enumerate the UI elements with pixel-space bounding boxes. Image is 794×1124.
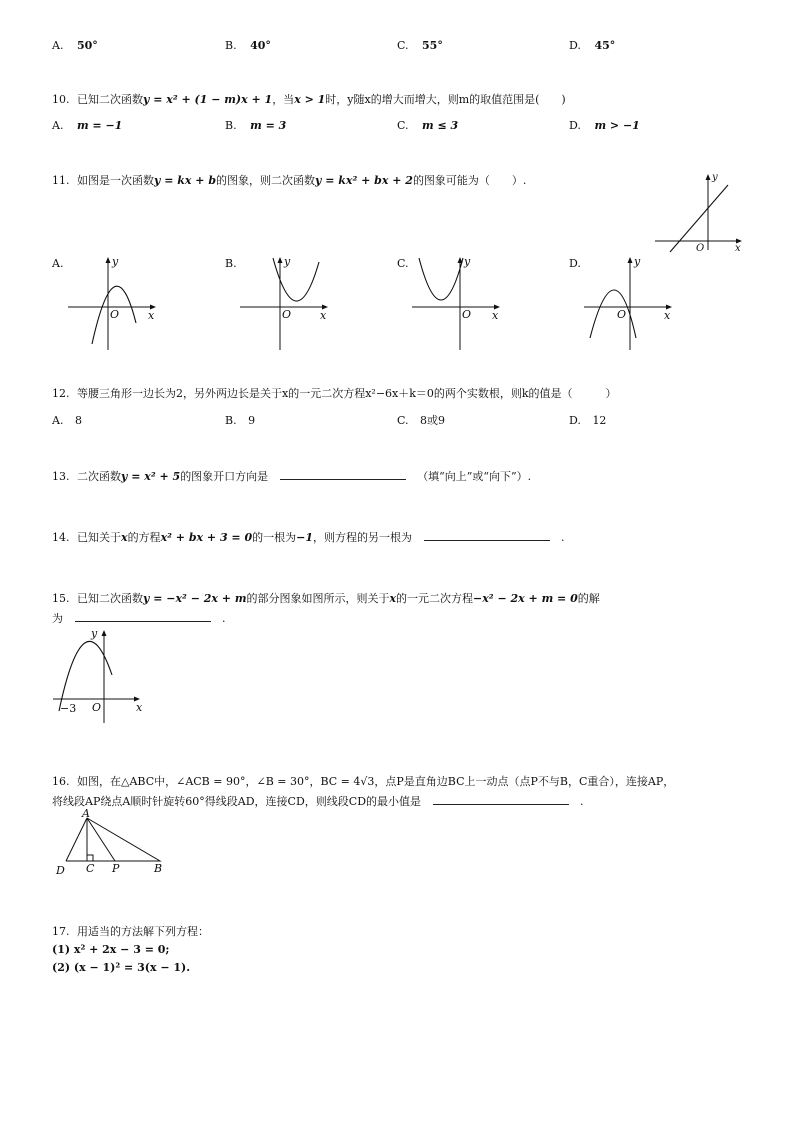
q17-stem: 17. 用适当的方法解下列方程： bbox=[52, 925, 209, 938]
q11-option-d[interactable]: D. bbox=[569, 257, 581, 270]
q10-option-b[interactable]: B. m = 3 bbox=[225, 119, 287, 132]
q17-part-2: (2) (x − 1)² = 3(x − 1). bbox=[52, 961, 191, 974]
q15-graph bbox=[50, 625, 150, 725]
y-label: y bbox=[112, 255, 119, 268]
linear-function-line bbox=[670, 185, 728, 252]
q12-stem: 12. 等腰三角形一边长为2，另外两边长是关于x的一元二次方程x²−6x＋k＝0的两个实数根，则k的值是（ ） bbox=[52, 387, 617, 400]
point-label: −3 bbox=[60, 702, 77, 715]
q15-stem-line2: 为 . bbox=[52, 609, 226, 627]
origin-label: O bbox=[696, 243, 705, 254]
q10-option-c[interactable]: C. m ≤ 3 bbox=[397, 119, 459, 132]
y-label: y bbox=[634, 255, 641, 268]
q16-stem-line1: 16. 如图，在△ABC中，∠ACB = 90°，∠B = 30°，BC = 4√3，点P是直角边BC上一动点（点P不与B，C重合），连接AP， bbox=[52, 775, 675, 788]
q11-stem: 11. 如图是一次函数y = kx + b的图象，则二次函数y = kx² + bx + 2的图象可能为（ ）. bbox=[52, 174, 527, 187]
right-angle-mark bbox=[87, 855, 93, 861]
origin-label: O bbox=[110, 308, 120, 321]
x-label: x bbox=[136, 701, 143, 714]
label-c: C bbox=[86, 862, 95, 875]
x-label: x bbox=[492, 309, 499, 322]
q16-answer-blank[interactable] bbox=[433, 792, 569, 805]
triangle-abc bbox=[87, 818, 160, 861]
q11-option-b[interactable]: B. bbox=[225, 257, 237, 270]
q12-option-d[interactable]: D. 12 bbox=[569, 414, 607, 427]
x-label: x bbox=[148, 309, 155, 322]
q11-graph-a[interactable] bbox=[68, 252, 168, 352]
label-a: A bbox=[82, 807, 90, 820]
label-d: D bbox=[56, 864, 65, 877]
q10-stem: 10. 已知二次函数y = x² + (1 − m)x + 1，当x > 1时，y随x的增大而增大，则m的取值范围是( ) bbox=[52, 93, 566, 106]
q12-option-b[interactable]: B. 9 bbox=[225, 414, 256, 427]
q13-stem: 13. 二次函数y = x² + 5的图象开口方向是 （填“向上”或“向下”）. bbox=[52, 467, 531, 485]
x-label: x bbox=[664, 309, 671, 322]
q14-stem: 14. 已知关于x的方程x² + bx + 3 = 0的一根为−1，则方程的另一根为 . bbox=[52, 528, 565, 546]
q10-option-d[interactable]: D. m > −1 bbox=[569, 119, 640, 132]
q15-stem-line1: 15. 已知二次函数y = −x² − 2x + m的部分图象如图所示，则关于x的一元二次方程−x² − 2x + m = 0的解 bbox=[52, 592, 600, 605]
origin-label: O bbox=[282, 308, 292, 321]
q9-option-c[interactable]: C. 55° bbox=[397, 39, 443, 52]
origin-label: O bbox=[92, 701, 102, 714]
q10-option-a[interactable]: A. m = −1 bbox=[52, 119, 123, 132]
q14-answer-blank[interactable] bbox=[424, 528, 550, 541]
y-axis-arrow bbox=[706, 174, 711, 180]
q15-answer-blank[interactable] bbox=[75, 609, 211, 622]
x-label: x bbox=[320, 309, 327, 322]
y-label: y bbox=[464, 255, 471, 268]
q17-part-1: (1) x² + 2x − 3 = 0; bbox=[52, 943, 170, 956]
q11-graph-c[interactable] bbox=[412, 252, 512, 352]
q9-option-a[interactable]: A. 50° bbox=[52, 39, 98, 52]
q13-answer-blank[interactable] bbox=[280, 467, 406, 480]
q11-graph-d[interactable] bbox=[584, 252, 684, 352]
q16-triangle-figure bbox=[50, 806, 175, 878]
q11-option-a[interactable]: A. bbox=[52, 257, 64, 270]
q11-graph-b[interactable] bbox=[240, 252, 340, 352]
label-p: P bbox=[112, 862, 120, 875]
parabola bbox=[419, 258, 463, 300]
x-label: x bbox=[735, 243, 741, 254]
y-label: y bbox=[712, 172, 718, 183]
q16-stem-line2: 将线段AP绕点A顺时针旋转60°得线段AD，连接CD，则线段CD的最小值是 . bbox=[52, 792, 584, 810]
segment-ad bbox=[66, 818, 87, 861]
y-axis-arrow bbox=[102, 630, 107, 636]
origin-label: O bbox=[617, 308, 627, 321]
y-label: y bbox=[91, 627, 98, 640]
label-b: B bbox=[154, 862, 163, 875]
parabola bbox=[590, 290, 636, 338]
q12-option-a[interactable]: A. 8 bbox=[52, 414, 82, 427]
q11-option-c[interactable]: C. bbox=[397, 257, 409, 270]
q9-option-d[interactable]: D. 45° bbox=[569, 39, 616, 52]
y-label: y bbox=[284, 255, 291, 268]
q9-option-b[interactable]: B. 40° bbox=[225, 39, 271, 52]
q11-linear-graph bbox=[650, 170, 750, 252]
origin-label: O bbox=[462, 308, 472, 321]
q12-option-c[interactable]: C. 8或9 bbox=[397, 414, 446, 427]
